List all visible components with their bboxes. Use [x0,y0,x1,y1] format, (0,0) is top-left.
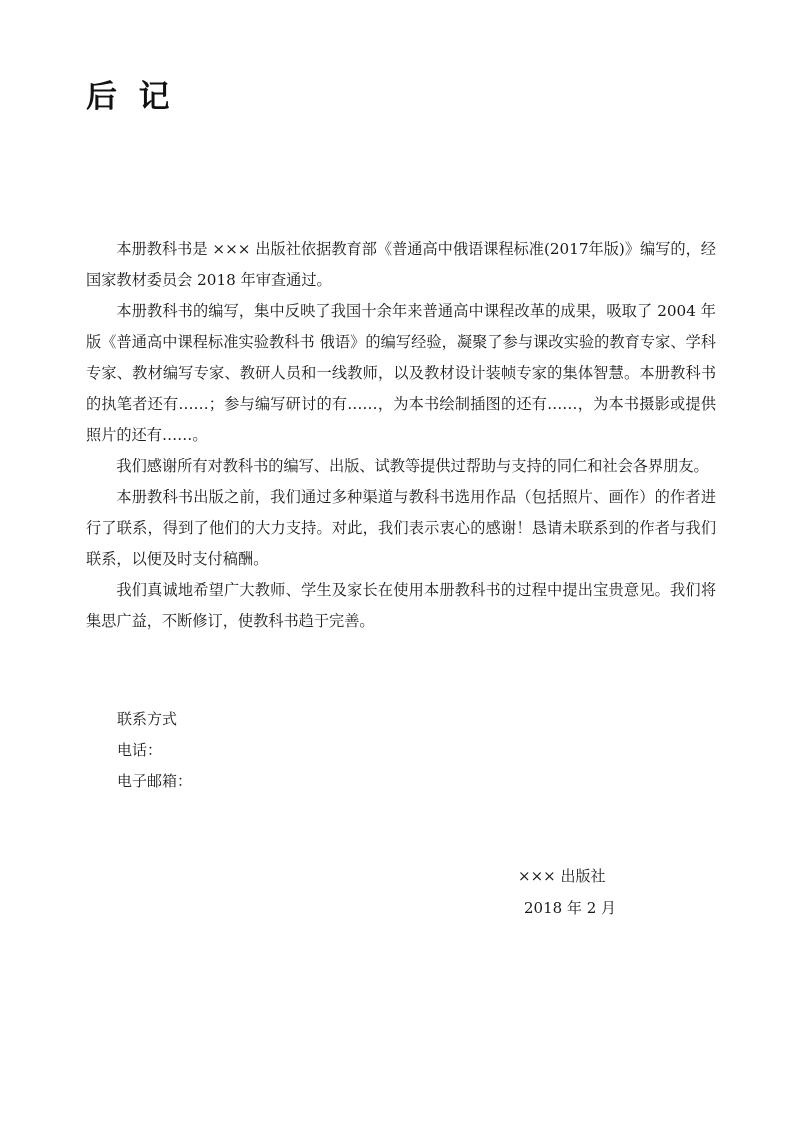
contact-info [117,704,192,797]
paragraph-1: 本册教科书是 ××× 出版社依据教育部《普通高中俄语课程标准(2017年版)》编写的，经国家教材委员会 2018 年审查通过。 [86,240,716,289]
paragraph-4: 本册教科书出版之前，我们通过多种渠道与教科书选用作品（包括照片、画作）的作者进行了联系，得到了他们的大力支持。对此，我们表示衷心的感谢！恳请未联系到的作者与我们联系，以便及时支付稿酬。 [86,488,716,568]
signature [518,860,616,924]
publish-date: 2018 年 2 月 [524,899,617,917]
paragraph-3: 我们感谢所有对教科书的编写、出版、试教等提供过帮助与支持的同仁和社会各界朋友。 [116,457,709,475]
body-text [86,234,716,637]
paragraph-2: 本册教科书的编写，集中反映了我国十余年来普通高中课程改革的成果，吸取了 2004 年版《普通高中课程标准实验教科书 俄语》的编写经验，凝聚了参与课改实验的教育专家、学科专家、教材编写专家、教研人员和一线教师，以及教材设计装帧专家的集体智慧。本册教科书的执笔者还有……；参与编写研讨的有……，为本书绘制插图的还有……，为本书摄影或提供照片的还有……。 [86,302,716,444]
email-label: 电子邮箱： [117,772,193,790]
phone-label: 电话： [117,741,163,759]
page-title: 后 记 [86,79,170,115]
contact-heading: 联系方式 [117,710,178,728]
publisher-name: ××× 出版社 [518,867,606,885]
paragraph-5: 我们真诚地希望广大教师、学生及家长在使用本册教科书的过程中提出宝贵意见。我们将集思广益，不断修订，使教科书趋于完善。 [86,581,716,630]
